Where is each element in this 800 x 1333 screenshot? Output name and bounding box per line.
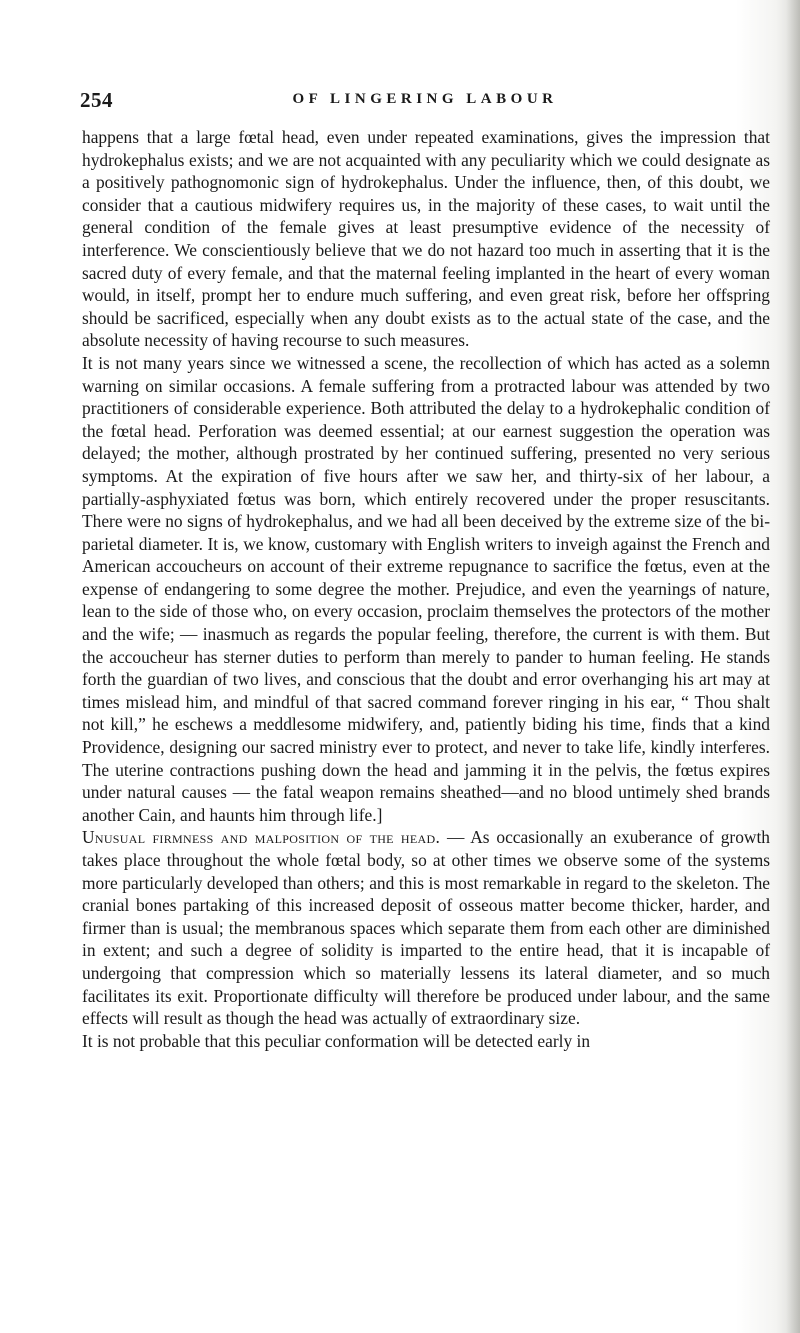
paragraph-anecdote: It is not many years since we witnessed a scene, the recollection of which has acted as a solemn warning on similar occasions. A female suffering from a protracted labour was attended by two practitioners of considerable experience. Both attributed the delay to a hydrokephalic condition of the fœtal head. Perforation was deemed essential; at our earnest suggestion the operation was delayed; the mother, although prostrated by her continued suffering, presented no very serious symptoms. At the expiration of five hours after we saw her, and thirty-six of her labour, a partially-asphyxiated fœtus was born, which entirely recovered under the proper resuscitants. There were no signs of hydrokephalus, and we had all been deceived by the extreme size of the bi-parietal diameter. It is, we know, customary with English writers to inveigh against the French and American accoucheurs on account of their extreme repugnance to sacrifice the fœtus, even at the expense of endangering to some degree the mother. Prejudice, and even the yearnings of nature, lean to the side of those who, on every occasion, proclaim themselves the protectors of the mother and the wife; — inasmuch as regards the popular feeling, therefore, the current is with them. But the accoucheur has sterner duties to perform than merely to pander to human feeling. He stands forth the guardian of two lives, and conscious that the doubt and error overhanging his art may at times mislead him, and mindful of that sacred command forever ringing in his ear, “ Thou shalt not kill,” he eschews a meddlesome midwifery, and, patiently biding his time, finds that a kind Providence, designing our sacred ministry ever to protect, and never to take life, kindly interferes. The uterine contractions pushing down the head and jamming it in the pelvis, the fœtus expires under natural causes — the fatal weapon remains sheathed—and no blood untimely shed brands another Cain, and haunts him through life.] (82, 352, 770, 825)
page-number: 254 (80, 88, 113, 112)
paragraph-last: It is not probable that this peculiar conformation will be detected early in (82, 1030, 591, 1051)
section-heading: Unusual firmness and malposition of the head. (82, 827, 441, 848)
page-header (80, 88, 770, 112)
paragraph-section (82, 826, 770, 1029)
section-text: As occasionally an exuberance of growth takes place throughout the whole fœtal body, so at other times we observe some of the systems more particularly developed than others; and this is most remarkable in regard to the skeleton. The cranial bones partaking of this increased deposit of osseous matter become thicker, harder, and firmer than is usual; the membranous spaces which separate them from each other are diminished in extent; and such a degree of solidity is imparted to the entire head, that it is incapable of undergoing that compression which so materially lessens its lateral diameter, and so much facilitates its exit. Proportionate difficulty will therefore be produced under labour, and the same effects will result as though the head was actually of extraordinary size. (82, 827, 770, 1029)
running-head: OF LINGERING LABOUR (292, 91, 558, 107)
paragraph-continued: happens that a large fœtal head, even under repeated examinations, gives the impression that hydrokephalus exists; and we are not acquainted with any peculiarity which we could designate as a positively pathognomonic sign of hydrokephalus. Under the influence, then, of this doubt, we consider that a cautious midwifery requires us, in the majority of these cases, to wait until the general condition of the female gives at least presumptive evidence of the necessity of interference. We conscientiously believe that we do not hazard too much in asserting that it is the sacred duty of every female, and that the maternal feeling implanted in the heart of every woman would, in itself, prompt her to endure much suffering, and even great risk, before her offspring should be sacrificed, especially when any doubt exists as to the actual state of the case, and the absolute necessity of having recourse to such measures. (82, 127, 770, 351)
body-text (82, 126, 770, 1052)
page-edge-shadow (786, 0, 800, 1333)
section-dash: — (440, 827, 471, 848)
